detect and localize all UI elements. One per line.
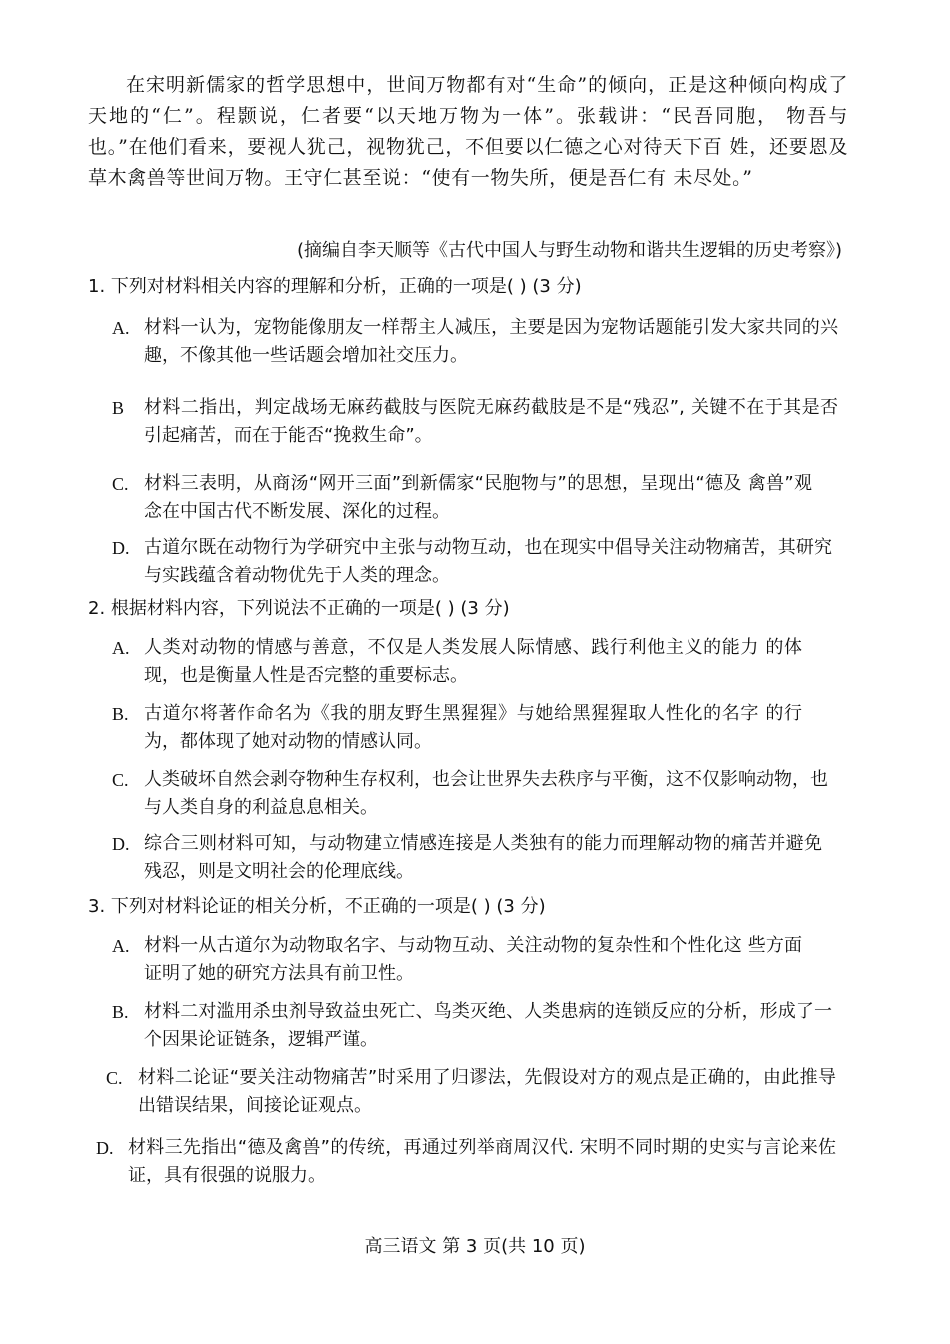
option-text: 人类对动物的情感与善意，不仅是人类发展人际情感、践行利他主义的能力 的体现，也是衡量人性是否完整的重要标志。 [144, 637, 802, 686]
question-1-option-b[interactable] [112, 394, 838, 450]
option-text: 材料二对滥用杀虫剂导致益虫死亡、鸟类灭绝、人类患病的连锁反应的分析，形成了一个因果论证链条，逻辑严谨。 [144, 1001, 832, 1050]
option-letter: C. [112, 474, 129, 494]
option-text: 材料一从古道尔为动物取名字、与动物互动、关注动物的复杂性和个性化这 些方面证明了她的研究方法具有前卫性。 [144, 935, 802, 984]
option-letter: C. [106, 1068, 123, 1088]
question-3-option-a[interactable] [112, 932, 802, 988]
question-2-option-d[interactable] [112, 830, 822, 886]
question-1-stem: 1. 下列对材料相关内容的理解和分析，正确的一项是( ) (3 分) [88, 276, 582, 297]
option-letter: D. [112, 834, 130, 854]
question-2-option-a[interactable] [112, 634, 802, 690]
option-text: 古道尔将著作命名为《我的朋友野生黑猩猩》与她给黑猩猩取人性化的名字 的行为，都体现了她对动物的情感认同。 [144, 703, 802, 752]
option-letter: A. [112, 638, 130, 658]
question-3-option-b[interactable] [112, 998, 832, 1054]
option-letter: B. [112, 704, 129, 724]
option-letter: A. [112, 936, 130, 956]
option-letter: A. [112, 318, 130, 338]
question-1-option-d[interactable] [112, 534, 832, 590]
question-3-stem: 3. 下列对材料论证的相关分析，不正确的一项是( ) (3 分) [88, 896, 546, 917]
option-letter: D. [112, 538, 130, 558]
option-letter: B. [112, 1002, 129, 1022]
question-2-stem: 2. 根据材料内容，下列说法不正确的一项是( ) (3 分) [88, 598, 510, 619]
question-1-option-a[interactable] [112, 314, 838, 370]
page-footer: 高三语文 第 3 页(共 10 页) [364, 1236, 586, 1257]
question-2-option-c[interactable] [112, 766, 828, 822]
question-3-option-d[interactable] [96, 1134, 836, 1190]
option-letter: D. [96, 1138, 114, 1158]
option-text: 人类破坏自然会剥夺物种生存权利，也会让世界失去秩序与平衡，这不仅影响动物，也与人类自身的利益息息相关。 [144, 769, 828, 818]
option-text: 材料二指出，判定战场无麻药截肢与医院无麻药截肢是不是“残忍”, 关键不在于其是否引起痛苦，而在于能否“挽救生命”。 [144, 397, 838, 446]
option-text: 材料三表明，从商汤“网开三面”到新儒家“民胞物与”的思想，呈现出“德及 禽兽”观念在中国古代不断发展、深化的过程。 [144, 473, 812, 522]
question-3-option-c[interactable] [106, 1064, 836, 1120]
reading-passage: 在宋明新儒家的哲学思想中，世间万物都有对“生命”的倾向，正是这种倾向构成了天地的“仁”。程颢说，仁者要“以天地万物为一体”。张载讲：“民吾同胞， 物吾与也。”在他们看来，要视人犹己，视物犹己，不但要以仁德之心对待天下百 姓，还要恩及草木禽兽等世间万物。王守仁甚至说：“使有一物失所，便是吾仁有 未尽处。” [88, 74, 848, 189]
question-2-option-b[interactable] [112, 700, 802, 756]
option-text: 古道尔既在动物行为学研究中主张与动物互动，也在现实中倡导关注动物痛苦，其研究与实践蕴含着动物优先于人类的理念。 [144, 537, 832, 586]
option-text: 材料一认为，宠物能像朋友一样帮主人减压，主要是因为宠物话题能引发大家共同的兴趣，不像其他一些话题会增加社交压力。 [144, 317, 838, 366]
option-text: 材料三先指出“德及禽兽”的传统，再通过列举商周汉代. 宋明不同时期的史实与言论来佐证，具有很强的说服力。 [128, 1137, 836, 1186]
option-text: 材料二论证“要关注动物痛苦”时采用了归谬法，先假设对方的观点是正确的，由此推导出错误结果，间接论证观点。 [138, 1067, 836, 1116]
option-letter: C. [112, 770, 129, 790]
question-1-option-c[interactable] [112, 470, 812, 526]
option-letter: B [112, 398, 125, 418]
option-text: 综合三则材料可知，与动物建立情感连接是人类独有的能力而理解动物的痛苦并避免残忍，则是文明社会的伦理底线。 [144, 833, 822, 882]
passage-source: (摘编自李天顺等《古代中国人与野生动物和谐共生逻辑的历史考察》) [296, 240, 842, 261]
